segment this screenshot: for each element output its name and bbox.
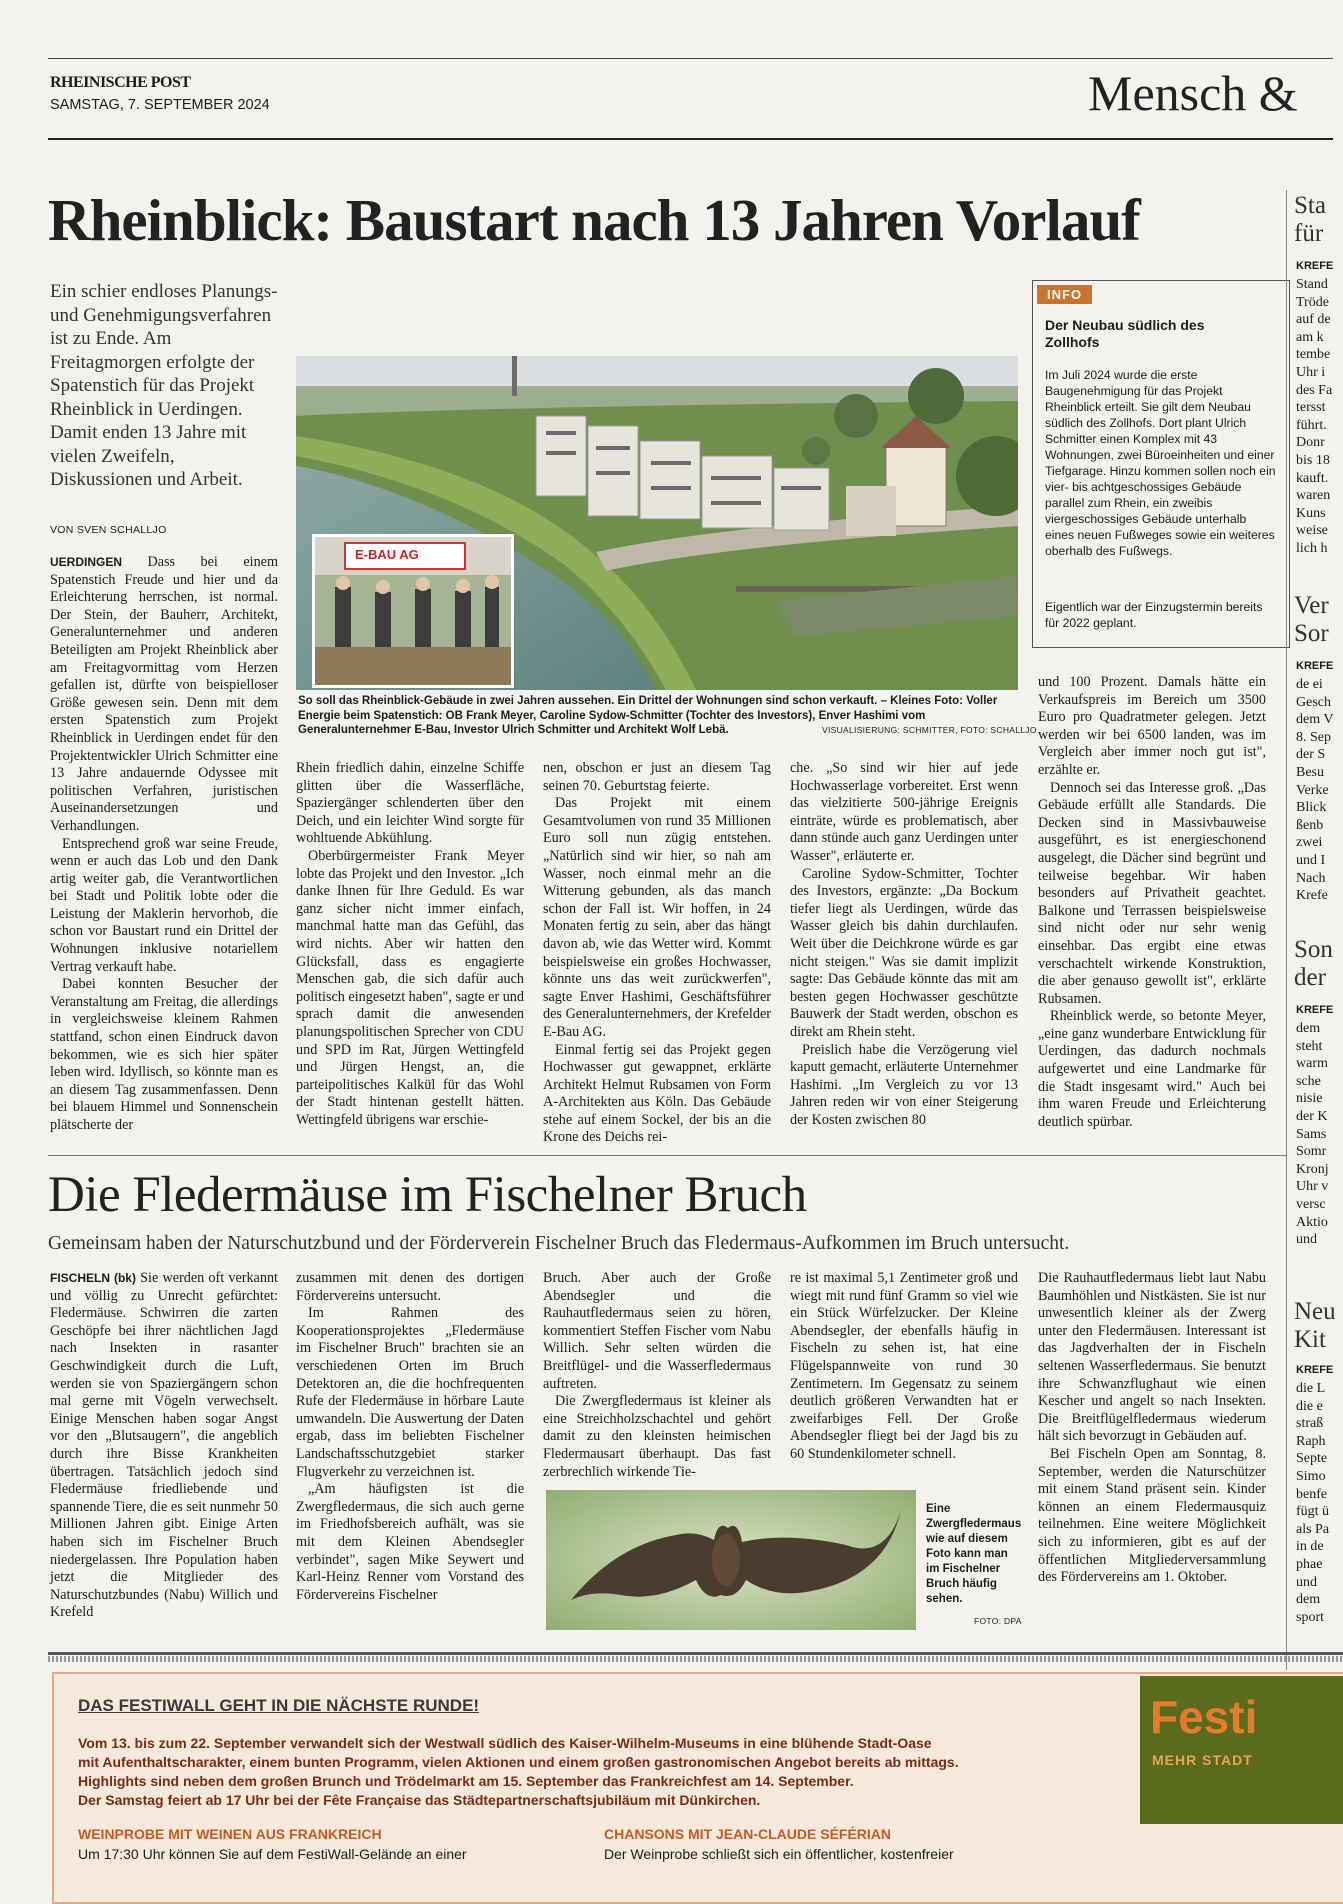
article1-byline: VON SVEN SCHALLJO <box>50 524 167 536</box>
article1-paragraph: Preislich habe die Verzögerung viel kaputt gemacht, erläuterte Unternehmer Hashimi. „Im Vergleich zu vor 13 Jahren reden wir von einer Steigerung der Kosten zwischen 80 <box>790 1041 1018 1128</box>
article2-photo-caption: Eine Zwergfledermaus wie auf diesem Foto kann man im Fischelner Bruch häufig sehen. <box>926 1503 1022 1605</box>
groundbreaking-inset-photo <box>312 534 514 688</box>
sidebar-headline-3: Son der <box>1294 936 1333 991</box>
info-text-2: Eigentlich war der Einzugstermin bereits für 2022 geplant. <box>1045 600 1263 630</box>
sidebar-dateline-4: KREFE <box>1296 1364 1334 1376</box>
ad-line: Der Samstag feiert ab 17 Uhr bei der Fête Française das Städtepartnerschaftsjubiläum mit Dünkirchen. <box>78 1792 761 1808</box>
article1-paragraph: Dabei konnten Besucher der Veranstaltung am Freitag, die allerdings in vergleichsweise kleinem Rahmen stattfand, schon einen Eindruck davon bekommen, wie es sich hier später leben wird. Idyllisch, so könnte man es an diesem Tag zusammenfassen. Denn bei blauem Himmel und Sonnenschein plätscherte der <box>50 976 278 1133</box>
article2-paragraph: Im Rahmen des Kooperationsprojektes „Fledermäuse im Fischelner Bruch" brachten sie an verschiedenen Orten im Bruch Detektoren an, die die hochfrequenten Rufe der Fledermäuse in hörbare Laute umwandeln. Die Auswertung der Daten ergab, dass im beliebten Fischelner Landschaftsschutzgebiet starker Flugverkehr zu verzeichnen ist. <box>296 1305 524 1480</box>
info-label: INFO <box>1037 285 1092 304</box>
sidebar-headline-2: Ver Sor <box>1294 592 1329 647</box>
article1-paragraph: Das Projekt mit einem Gesamtvolumen von rund 35 Millionen Euro soll nun zügig entstehen. „Natürlich sind wir hier, so nah am Wasser, noch einmal mehr an die Witterung gebunden, als das manch schon der Fall ist. Wir hoffen, in 24 Monaten fertig zu sein, aber das hängt davon ab, wie das Wetter wird. Kommt beispielsweise ein großes Hochwasser, könnte uns das weit zurückwerfen", sagte Enver Hashimi, Geschäftsführer des Generalunternehmers, der Krefelder E-Bau AG. <box>543 795 771 1040</box>
article1-intro: Ein schier endloses Planungs- und Genehmigungsverfahren ist zu Ende. Am Freitagmorgen erfolgte der Spatenstich für das Projekt Rheinblick in Uerdingen. Damit enden 13 Jahre mit vielen Zweifeln, Diskussionen und Arbeit. <box>50 281 278 490</box>
article1-paragraph: Dennoch sei das Interesse groß. „Das Gebäude erfüllt alle Standards. Die Decken sind in Massivbauweise ausgeführt, es ist energieschonend ausgelegt, die Dächer sind begrünt und teilweise begehbar. Wir haben besonders auf Privatheit geachtet. Balkone und Terrassen beispielsweise sind nicht oder nur sehr wenig einsehbar. Das ergibt eine etwas verschachtelt wirkende Konstruktion, die aber genauso gewollt ist", erklärte Rubsamen. <box>1038 779 1266 1007</box>
sidebar-text-1: Stand Tröde auf de am k tembe Uhr i des Fa tersst führt. Donr bis 18 kauft. waren Kuns weise lich h <box>1296 277 1333 556</box>
festiwall-logo <box>1140 1676 1343 1824</box>
article1-column-4 <box>790 760 1018 1129</box>
ad-line: mit Aufenthaltscharakter, einem bunten Programm, vielen Aktionen und einem großen gastronomischen Angebot bereits ab mittags. <box>78 1754 959 1770</box>
article2-column-5 <box>1038 1270 1266 1587</box>
ad-text-wine: Um 17:30 Uhr können Sie auf dem FestiWall-Gelände an einer <box>78 1846 467 1862</box>
logo-subtext: MEHR STADT <box>1152 1752 1253 1768</box>
sidebar-text-4: die L die e straß Raph Septe Simo benfe fügt ü als Pa in de phae und dem sport <box>1296 1381 1330 1625</box>
sidebar-dateline-2: KREFE <box>1296 660 1334 672</box>
article1-paragraph: Einmal fertig sei das Projekt gegen Hochwasser gut gewappnet, erklärte Architekt Helmut Rubsamen von Form A-Architekten aus Köln. Das Gebäude stehe auf einem Sockel, der bis an die Krone des Deichs rei- <box>543 1041 771 1146</box>
article2-paragraph: re ist maximal 5,1 Zentimeter groß und wiegt mit rund fünf Gramm so viel wie ein Stück Würfelzucker. Der Kleine Abendsegler, der ebenfalls häufig in Fischeln zu sehen ist, hat eine Flügelspannweite von rund 30 Zentimetern. Im Gegensatz zu seinem deutlich größeren Verwandten hat er zweifarbiges Fell. Der Große Abendsegler fliegt bei der Jagd bis zu 60 Stundenkilometer schnell. <box>790 1270 1018 1462</box>
article1-dateline: UERDINGEN <box>50 555 123 569</box>
sidebar-dateline-3: KREFE <box>1296 1004 1334 1016</box>
article2-column-2 <box>296 1270 524 1604</box>
article2-column-4 <box>790 1270 1018 1464</box>
article2-paragraph: Bei Fischeln Open am Sonntag, 8. September, werden die Naturschützer mit einem Stand präsent sein. Kinder können an einem Fledermausquiz teilnehmen. Eine weitere Möglichkeit sich zu informieren, gibt es auf der öffentlichen Mitgliederversammlung des Fördervereins am 1. Oktober. <box>1038 1445 1266 1586</box>
article1-paragraph: Dass bei einem Spatenstich Freude und hier und da Erleichterung herrschen, ist normal. Der Stein, der Bauherr, Architekt, Generalunternehmer und anderen Beteiligten am Projekt Rheinblick aber am Freitagvormittag vom Herzen gefallen ist, dürfte von beispielloser Größe gewesen sein. Denn mit dem ersten Spatenstich zum Projekt Rheinblick in Uerdingen endet für den Projektentwickler Ulrich Schmitter eine 13 Jahre andauernde Odyssee mit politischen Verfahren, juristischen Auseinandersetzungen und Verhandlungen. <box>50 554 278 834</box>
article1-paragraph: Oberbürgermeister Frank Meyer lobte das Projekt und den Investor. „Ich danke Ihnen für Ihre Geduld. Es war ganz sicher nicht immer einfach, manchmal hatte man das Gefühl, das wird nichts. Aber wir hatten den Glücksfall, dass es engagierte Menschen gab, die sich dafür auch politisch eingesetzt haben", sagte er und sprach damit die anwesenden planungspolitischen Sprecher von CDU und SPD im Rat, Jürgen Wettingfeld und Jürgen Hengst, an, die parteipolitisches Kalkül für das Wohl der Stadt hintenan gestellt hätten. Wettingfeld übrigens war erschie- <box>296 847 524 1128</box>
ad-text-chansons: Der Weinprobe schließt sich ein öffentlicher, kostenfreier <box>604 1846 954 1862</box>
article1-photo-credit: VISUALISIERUNG: SCHMITTER, FOTO: SCHALLJO <box>822 725 1037 735</box>
article1-column-2 <box>296 760 524 1129</box>
ad-subhead-chansons: CHANSONS MIT JEAN-CLAUDE SÉFÉRIAN <box>604 1826 892 1842</box>
sidebar <box>1292 190 1343 1670</box>
ad-title: DAS FESTIWALL GEHT IN DIE NÄCHSTE RUNDE! <box>78 1696 480 1715</box>
article2-paragraph: zusammen mit denen des dortigen Fördervereins untersucht. <box>296 1270 524 1304</box>
article2-paragraph: Die Zwergfledermaus ist kleiner als eine Streichholzschachtel und gehört damit zu den kleinsten heimischen Fledermausart überhaupt. Das fast zerbrechlich wirkende Tie- <box>543 1393 771 1480</box>
section-title: Mensch & <box>1088 65 1298 121</box>
article2-column-1 <box>50 1270 278 1622</box>
article2-dateline: FISCHELN (bk) <box>50 1271 136 1285</box>
issue-date: SAMSTAG, 7. SEPTEMBER 2024 <box>50 97 270 113</box>
sidebar-text-3: dem steht warm sche nisie der K Sams Somr Kronj Uhr v versc Aktio und <box>1296 1021 1329 1248</box>
article1-paragraph: che. „So sind wir hier auf jede Hochwasserlage vorbereitet. Erst wenn das vielzitierte 500-jährige Ereignis einträte, würde es problematisch, aber dann stünde auch ganz Uerdingen unter Wasser", erläuterte er. <box>790 760 1018 864</box>
inset-sign-text: E-BAU AG <box>355 547 419 562</box>
article2-paragraph: Die Rauhautfledermaus liebt laut Nabu Baumhöhlen und Nistkästen. Sie ist nur unwesentlich kleiner als der Zwerg unter den Fledermäusen. Interessant ist das Jagdverhalten der in Fischeln seltenen Wasserfledermaus. Sie benutzt ihre Schwanzflughaut wie einen Kescher und angelt so nach Insekten. Die Breitflügelfledermaus wiederum hält sich bevorzugt in Gebäuden auf. <box>1038 1270 1266 1445</box>
festiwall-ad[interactable] <box>52 1672 1343 1904</box>
article1-paragraph: und 100 Prozent. Damals hätte ein Verkaufspreis im Bereich um 3500 Euro pro Quadratmeter gelegen. Jetzt werden wir bei 6500 landen, was im Vergleich aber immer noch gut ist", erzählte er. <box>1038 674 1266 778</box>
info-title: Der Neubau südlich des Zollhofs <box>1045 317 1205 350</box>
article2-paragraph: Sie werden oft verkannt und völlig zu Unrecht gefürchtet: Fledermäuse. Schwirren die zarten Geschöpfe bei ihrer nächtlichen Jagd nach Insekten in rasanter Geschwindigkeit durch die Luft, werden sie von Spaziergängern schon mal gerne mit Vögeln verwechselt. Einige Menschen haben sogar Angst vor den „Blutsaugern", die angeblich durch ihre Bisse Krankheiten übertragen. Tatsächlich jedoch sind Fledermäuse friedliebende und spannende Tiere, die es seit nunmehr 50 Millionen Jahren gibt. Einige Arten haben sich im Fischelner Bruch niedergelassen. Ihre Population haben jetzt die Mitglieder des Naturschutzbundes (Nabu) Willich und Krefeld <box>50 1270 278 1621</box>
article1-paragraph: Rheinblick werde, so betonte Meyer, „eine ganz wunderbare Entwicklung für Uerdingen, das dadurch nochmals aufgewertet und eine Landmarke für die Stadt insgesamt wird." Auch bei ihm waren Freude und Erleichterung deutlich spürbar. <box>1038 1008 1266 1130</box>
sidebar-dateline-1: KREFE <box>1296 260 1334 272</box>
bat-photo <box>546 1490 916 1630</box>
ad-subhead-wine: WEINPROBE MIT WEINEN AUS FRANKREICH <box>78 1826 382 1842</box>
article1-paragraph: Entsprechend groß war seine Freude, wenn er auch das Lob und den Dank artig weiter gab, die Verantwortlichen bei Stadt und Politik lobte oder die Leistung der Maklerin hervorhob, die schon vor Baustart rund ein Drittel der Wohnungen inklusive notariellem Vertrag verkauft habe. <box>50 835 278 975</box>
article2-column-3 <box>543 1270 771 1481</box>
article1-paragraph: Caroline Sydow-Schmitter, Tochter des Investors, ergänzte: „Da Bockum tiefer liegt als Uerdingen, würde das Wasser gleich bis dahin durchlaufen. Weit über die Deichkrone würde es gar nicht steigen." Was sie damit implizit sagte: Das Gebäude könnte das mit am besten gegen Hochwasser geschützte Bauwerk der Stadt werden, obschon es direkt am Rhein steht. <box>790 865 1018 1040</box>
article1-photo-caption: So soll das Rheinblick-Gebäude in zwei Jahren aussehen. Ein Drittel der Wohnungen sind schon verkauft. – Kleines Foto: Voller Energie beim Spatenstich: OB Frank Meyer, Caroline Sydow-Schmitter (Tochter des Investors), Enver Hashimi vom Generalunternehmer E-Bau, Investor Ulrich Schmitter und Architekt Wolf Lebä. <box>298 695 998 736</box>
article2-photo-credit: FOTO: DPA <box>974 1616 1022 1626</box>
article1-paragraph: Rhein friedlich dahin, einzelne Schiffe glitten über die Wasserfläche, Spaziergänger schlenderten über den Deich, und ein leichter Wind sorgte für wohltuende Abkühlung. <box>296 760 524 847</box>
article2-paragraph: Bruch. Aber auch der Große Abendsegler und die Rauhautfledermaus seien zu hören, kommentiert Steffen Fischer vom Nabu Willich. Sehr selten würden die Breitflügel- und die Wasserfledermaus auftreten. <box>543 1270 771 1392</box>
article1-column-5 <box>1038 674 1266 1131</box>
article1-column-1 <box>50 554 278 1135</box>
article2-subhead: Gemeinsam haben der Naturschutzbund und der Förderverein Fischelner Bruch das Fledermaus-Aufkommen im Bruch untersucht. <box>48 1233 1070 1254</box>
ad-line: Vom 13. bis zum 22. September verwandelt sich der Westwall südlich des Kaiser-Wilhelm-Museums in eine blühende Stadt-Oase <box>78 1735 932 1751</box>
info-box <box>1032 280 1290 648</box>
article2-paragraph: „Am häufigsten ist die Zwergfledermaus, die sich auch gerne im Friedhofsbereich aufhält, was sie mit dem Kleinen Abendsegler verbindet", sagen Mike Seywert und Karl-Heinz Renner vom Vorstand des Fördervereins Fischelner <box>296 1481 524 1603</box>
sidebar-headline-4: Neu Kit <box>1294 1298 1336 1353</box>
sidebar-text-2: de ei Gesch dem V 8. Sep der S Besu Verke Blick ßenb zwei und I Nach Krefe <box>1296 677 1334 904</box>
article2-headline: Die Fledermäuse im Fischelner Bruch <box>48 1167 807 1223</box>
paper-name: RHEINISCHE POST <box>50 74 191 91</box>
article1-headline: Rheinblick: Baustart nach 13 Jahren Vorlauf <box>48 187 1140 253</box>
ad-line: Highlights sind neben dem großen Brunch und Trödelmarkt am 15. September das Frankreichfest am 14. September. <box>78 1773 854 1789</box>
article1-column-3 <box>543 760 771 1147</box>
article1-paragraph: nen, obschon er just an diesem Tag seinen 70. Geburtstag feierte. <box>543 760 771 794</box>
info-text: Im Juli 2024 wurde die erste Baugenehmigung für das Projekt Rheinblick erteilt. Sie gilt dem Neubau südlich des Zollhofs. Dort plant Ulrich Schmitter einen Komplex mit 43 Wohnungen, zwei Büroeinheiten und einer Tiefgarage. Hinzu kommen sollen noch ein vier- bis achtgeschossiges Gebäude parallel zum Rhein, ein zweibis viergeschossiges Gebäude unterhalb eines neuen Fußweges sowie ein weiteres oberhalb des Fußwegs. <box>1045 368 1276 558</box>
logo-text: Festi <box>1150 1691 1258 1743</box>
sidebar-headline-1: Sta für <box>1294 192 1326 247</box>
